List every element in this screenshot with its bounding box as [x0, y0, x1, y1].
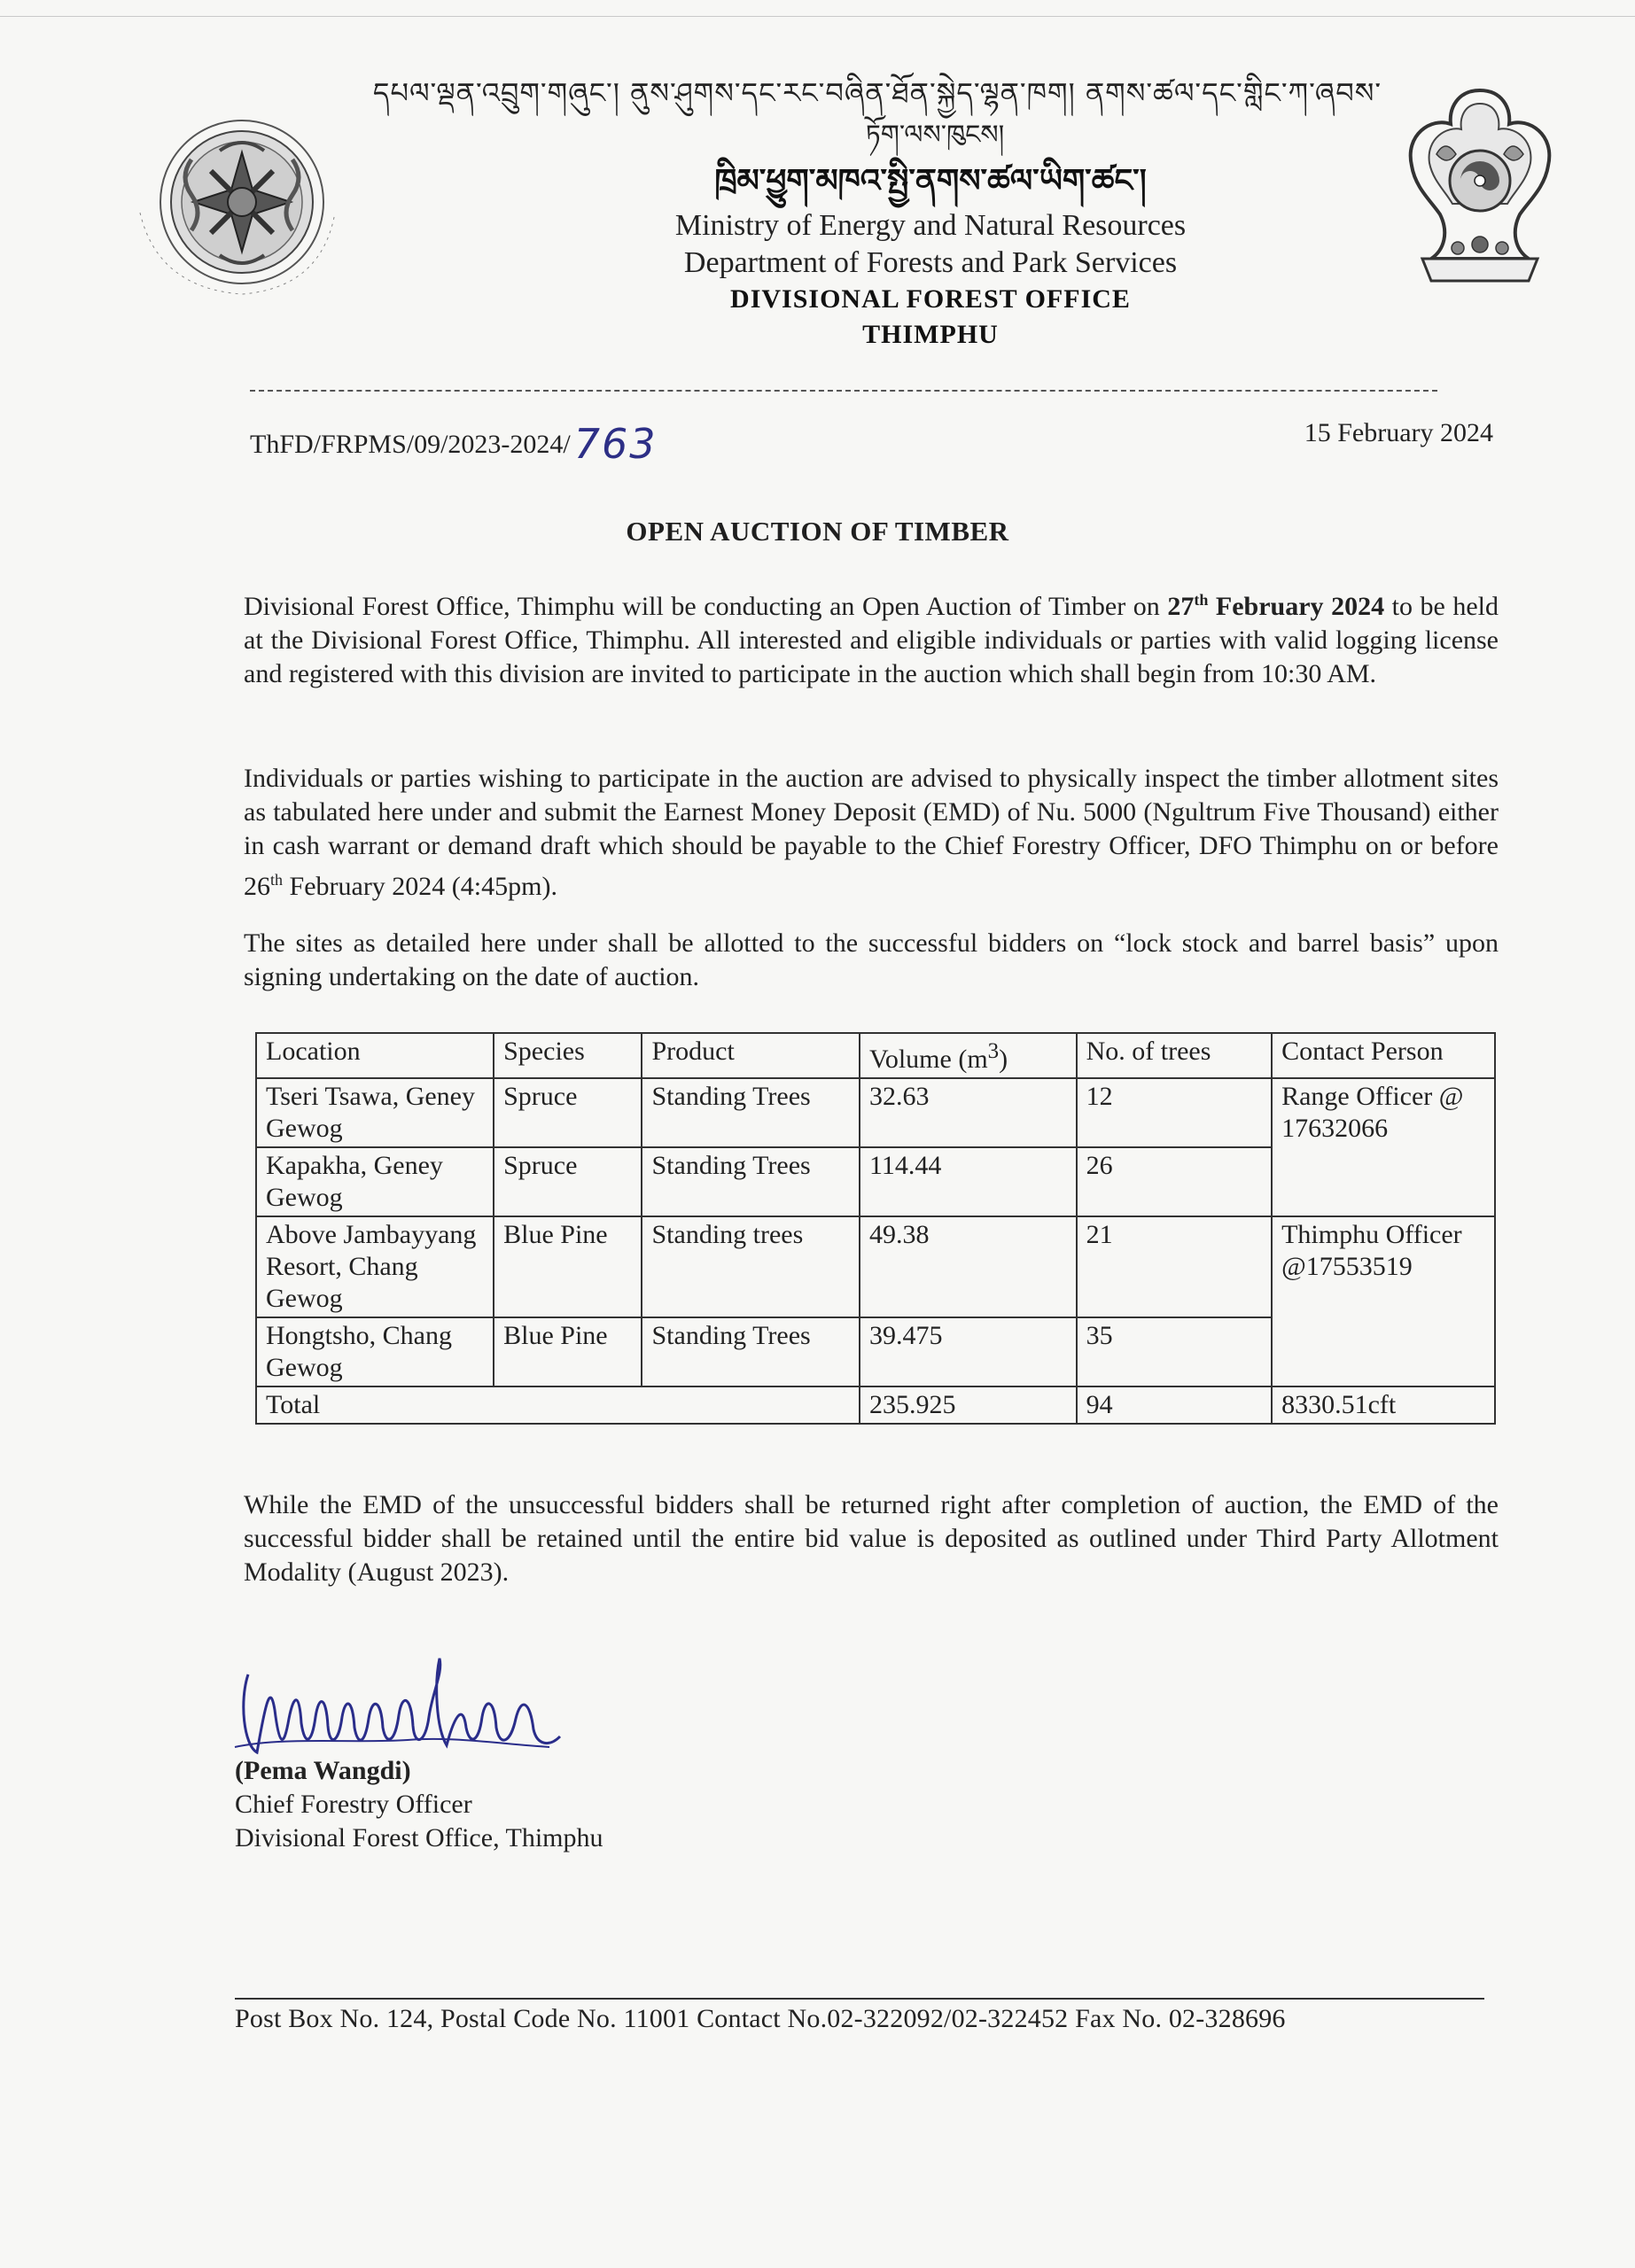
- cell-contact-range-officer: Range Officer @ 17632066: [1272, 1078, 1495, 1216]
- paragraph-1-text-b: to be held at the Divisional Forest Office, Thimphu. All interested and eligible individuals or parties with valid logging license and registered with this division are invited to participate in the auction which shall begin from 10:30 AM.: [244, 592, 1499, 688]
- letterhead-dzongkha-line-3: ཁྲིམ་ཕྱུག་མཁའ་སྤྱི་ནགས་ཚལ་ཡིག་ཚང་།: [714, 163, 1147, 199]
- signatory-office: Divisional Forest Office, Thimphu: [235, 1823, 603, 1852]
- paragraph-auction-announcement: [244, 583, 1499, 691]
- paragraph-emd-instructions: [244, 762, 1499, 904]
- column-header-volume: [860, 1033, 1077, 1078]
- column-header-species: Species: [494, 1033, 642, 1078]
- column-header-location: Location: [256, 1033, 494, 1078]
- cell-location: Tseri Tsawa, Geney Gewog: [256, 1078, 494, 1147]
- auction-date-day: 27: [1167, 592, 1195, 621]
- cell-trees: 26: [1077, 1147, 1272, 1216]
- cell-contact-thimphu-officer: Thimphu Officer @17553519: [1272, 1216, 1495, 1386]
- total-label: Total: [256, 1386, 860, 1424]
- cell-volume: 32.63: [860, 1078, 1077, 1147]
- cell-species: Blue Pine: [494, 1216, 642, 1317]
- reference-number: [250, 415, 658, 468]
- timber-sites-table: [255, 1032, 1496, 1425]
- table-row: [256, 1216, 1495, 1317]
- handwritten-reference-number: 763: [573, 420, 658, 468]
- paragraph-2-text-b: February 2024 (4:45pm).: [283, 872, 557, 901]
- cell-trees: 21: [1077, 1216, 1272, 1317]
- cell-species: Spruce: [494, 1147, 642, 1216]
- auction-date: [1167, 592, 1384, 621]
- forests-park-services-logo-icon: [1396, 82, 1564, 294]
- signatory-title: Chief Forestry Officer: [235, 1790, 472, 1819]
- reference-number-text: ThFD/FRPMS/09/2023-2024/: [250, 430, 571, 459]
- office-city: THIMPHU: [862, 320, 999, 349]
- cell-volume: 114.44: [860, 1147, 1077, 1216]
- letter-date: 15 February 2024: [1304, 418, 1493, 447]
- cell-product: Standing Trees: [642, 1078, 860, 1147]
- cell-trees: 12: [1077, 1078, 1272, 1147]
- table-total-row: [256, 1386, 1495, 1424]
- top-edge-line: [0, 16, 1635, 17]
- footer-contact-info: Post Box No. 124, Postal Code No. 11001 Contact No.02-322092/02-322452 Fax No. 02-328696: [235, 2004, 1286, 2033]
- cell-product: Standing Trees: [642, 1317, 860, 1386]
- office-name: DIVISIONAL FOREST OFFICE: [730, 284, 1131, 314]
- cell-product: Standing trees: [642, 1216, 860, 1317]
- cell-location: Hongtsho, Chang Gewog: [256, 1317, 494, 1386]
- letterhead-divider: [250, 390, 1437, 392]
- letter-subject: OPEN AUCTION OF TIMBER: [626, 516, 1009, 547]
- paragraph-2-text-a: Individuals or parties wishing to participate in the auction are advised to physically inspect the timber allotment sites as tabulated here under and submit the Earnest Money Deposit (EMD) of Nu. 5000 (Ngultrum Five Thousand) either in cash warrant or demand draft which should be payable to the Chief Forestry Officer, DFO Thimphu on or before 26: [244, 764, 1499, 901]
- total-cubic-feet: 8330.51cft: [1272, 1386, 1495, 1424]
- letterhead-dzongkha-line-1: དཔལ་ལྡན་འབྲུག་གཞུང་། ནུས་ཤུགས་དང་རང་བཞིན་ཐོན་སྐྱེད་ལྷན་ཁག། ནགས་ཚལ་དང་གླིང་ཀ་ཞབས་: [372, 76, 1382, 110]
- column-header-product: Product: [642, 1033, 860, 1078]
- volume-header-close: ): [999, 1045, 1008, 1074]
- paragraph-emd-return: While the EMD of the unsuccessful bidders shall be returned right after completion of auction, the EMD of the successful bidder shall be retained until the entire bid value is deposited as outlined under Third Party Allotment Modality (August 2023).: [244, 1490, 1499, 1587]
- total-volume: 235.925: [860, 1386, 1077, 1424]
- letterhead-dzongkha-line-2: ཏོག་ལས་ཁུངས།: [865, 120, 1005, 151]
- cell-product: Standing Trees: [642, 1147, 860, 1216]
- table-row: [256, 1078, 1495, 1147]
- cell-volume: 49.38: [860, 1216, 1077, 1317]
- signatory-name: (Pema Wangdi): [235, 1756, 411, 1785]
- handwritten-signature: [230, 1648, 567, 1772]
- cell-location: Kapakha, Geney Gewog: [256, 1147, 494, 1216]
- paragraph-allotment-basis: The sites as detailed here under shall be allotted to the successful bidders on “lock stock and barrel basis” upon signing undertaking on the date of auction.: [244, 928, 1499, 991]
- auction-date-ordinal: th: [1194, 591, 1209, 609]
- auction-date-rest: February 2024: [1208, 592, 1385, 621]
- royal-government-emblem-icon: [122, 97, 344, 310]
- deadline-ordinal: th: [270, 871, 284, 889]
- column-header-trees: No. of trees: [1077, 1033, 1272, 1078]
- cell-species: Spruce: [494, 1078, 642, 1147]
- signatory-block: [235, 1754, 603, 1855]
- footer-divider: [235, 1998, 1484, 2000]
- letterhead: [354, 71, 1400, 353]
- cell-trees: 35: [1077, 1317, 1272, 1386]
- column-header-contact: Contact Person: [1272, 1033, 1495, 1078]
- cell-species: Blue Pine: [494, 1317, 642, 1386]
- table-header-row: [256, 1033, 1495, 1078]
- cell-volume: 39.475: [860, 1317, 1077, 1386]
- cell-location: Above Jambayyang Resort, Chang Gewog: [256, 1216, 494, 1317]
- volume-header-unit-exponent: 3: [987, 1039, 1000, 1063]
- volume-header-text: Volume (m: [869, 1045, 988, 1074]
- paragraph-1-text-a: Divisional Forest Office, Thimphu will be conducting an Open Auction of Timber on: [244, 592, 1168, 621]
- department-name: Department of Forests and Park Services: [683, 246, 1178, 279]
- total-trees: 94: [1077, 1386, 1272, 1424]
- ministry-name: Ministry of Energy and Natural Resources: [674, 209, 1187, 242]
